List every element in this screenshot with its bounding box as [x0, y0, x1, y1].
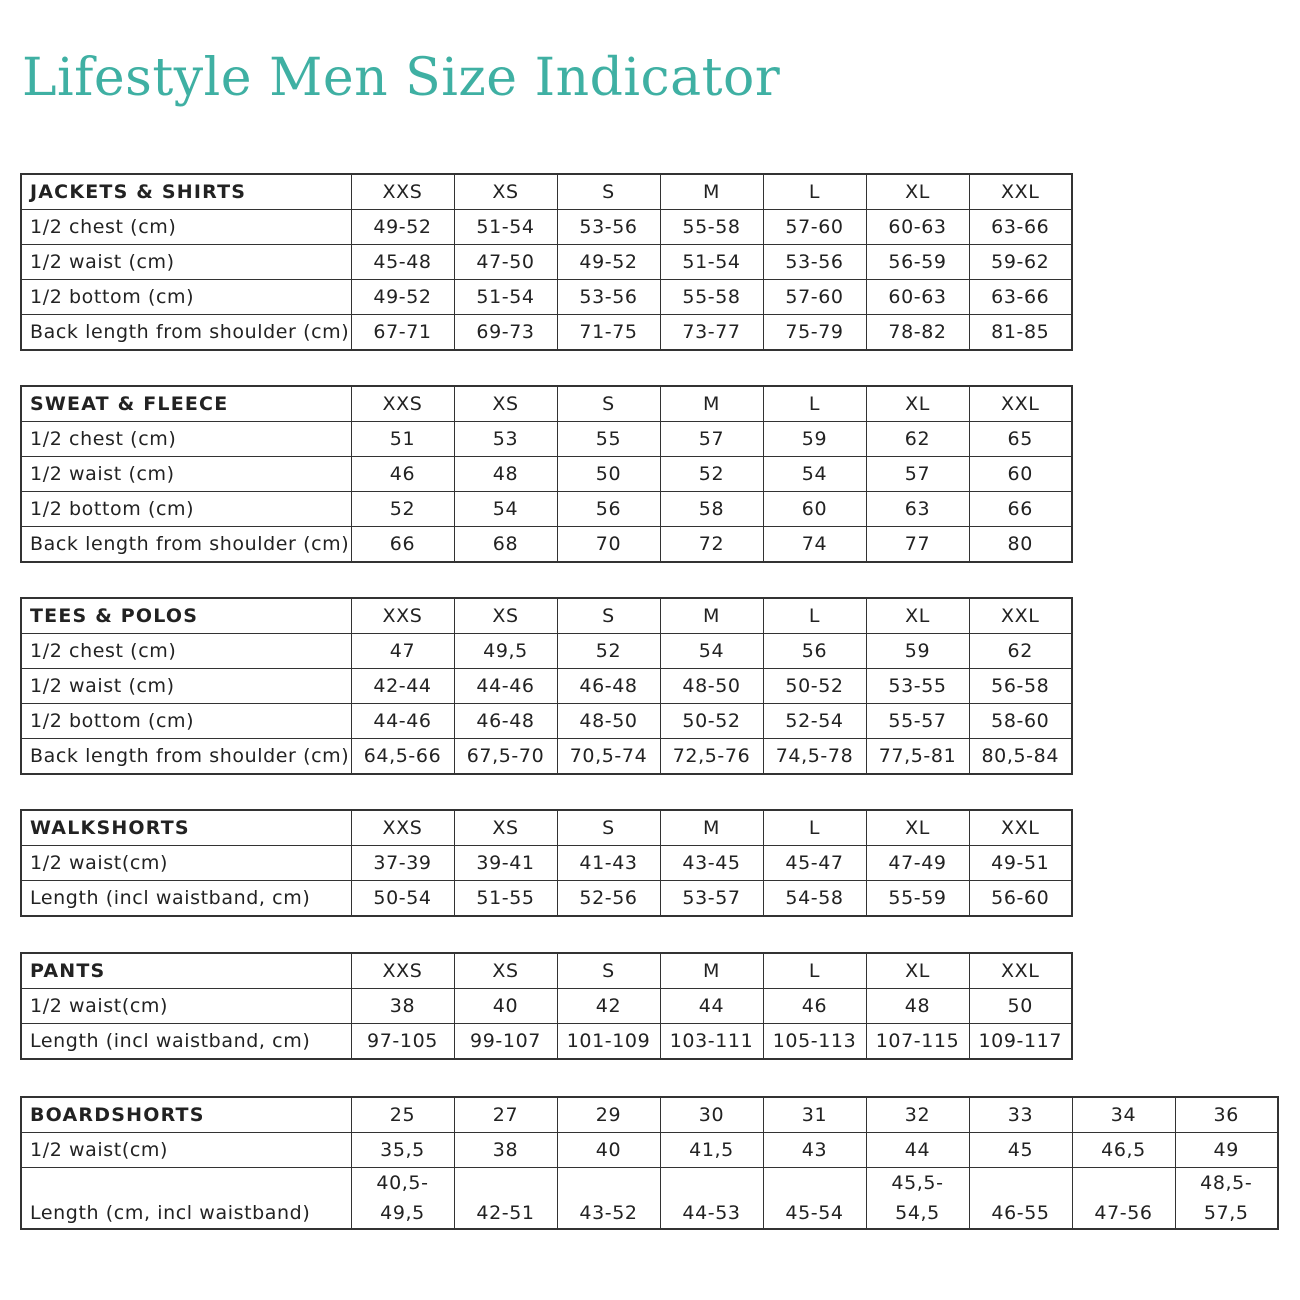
table-cell: 57 [660, 422, 763, 457]
size-header: L [763, 953, 866, 989]
size-header: S [557, 386, 660, 422]
table-cell: 37-39 [351, 846, 454, 881]
table-cell: 43-45 [660, 846, 763, 881]
table-cell: 50 [557, 457, 660, 492]
table-cell: 53 [454, 422, 557, 457]
section-heading: PANTS [21, 953, 351, 989]
table-header-row [21, 953, 1072, 989]
table-row [21, 315, 1072, 351]
table-cell: 38 [351, 989, 454, 1024]
size-header: 25 [351, 1097, 454, 1133]
table-cell: 46-55 [969, 1168, 1072, 1230]
row-label: Back length from shoulder (cm) [21, 527, 351, 563]
row-label: 1/2 bottom (cm) [21, 280, 351, 315]
pants-table [20, 952, 1073, 1060]
size-header: XS [454, 386, 557, 422]
table-cell: 49,5 [454, 634, 557, 669]
table-cell: 53-57 [660, 881, 763, 917]
table-cell: 48 [866, 989, 969, 1024]
table-cell: 53-55 [866, 669, 969, 704]
table-cell: 45-54 [763, 1168, 866, 1230]
row-label: 1/2 bottom (cm) [21, 704, 351, 739]
table-cell: 101-109 [557, 1024, 660, 1060]
size-header: S [557, 174, 660, 210]
table-cell: 46 [763, 989, 866, 1024]
table-cell: 46 [351, 457, 454, 492]
table-cell: 38 [454, 1133, 557, 1168]
table-cell: 50-54 [351, 881, 454, 917]
table-cell: 63 [866, 492, 969, 527]
table-cell: 55-57 [866, 704, 969, 739]
table-cell: 46,5 [1072, 1133, 1175, 1168]
table-cell: 55-58 [660, 210, 763, 245]
table-cell: 70 [557, 527, 660, 563]
size-header: XL [866, 810, 969, 846]
table-cell: 51-54 [454, 210, 557, 245]
section-heading: SWEAT & FLEECE [21, 386, 351, 422]
table-header-row [21, 810, 1072, 846]
table-row [21, 669, 1072, 704]
size-header: M [660, 174, 763, 210]
table-cell: 49-52 [351, 280, 454, 315]
table-cell: 41,5 [660, 1133, 763, 1168]
table-row [21, 280, 1072, 315]
size-header: 32 [866, 1097, 969, 1133]
table-cell: 44-46 [351, 704, 454, 739]
table-cell: 48-50 [557, 704, 660, 739]
table-header-row [21, 598, 1072, 634]
table-row [21, 634, 1072, 669]
table-cell [1175, 1168, 1278, 1230]
size-header: XXS [351, 598, 454, 634]
cell-line: 40,5- [376, 1172, 429, 1194]
row-label: 1/2 chest (cm) [21, 634, 351, 669]
row-label: Back length from shoulder (cm) [21, 739, 351, 775]
table-cell: 60-63 [866, 210, 969, 245]
table-cell: 42-51 [454, 1168, 557, 1230]
table-cell [351, 1168, 454, 1230]
table-cell: 40 [454, 989, 557, 1024]
table-cell: 47-50 [454, 245, 557, 280]
table-cell: 46-48 [454, 704, 557, 739]
table-cell: 70,5-74 [557, 739, 660, 775]
table-cell: 44-46 [454, 669, 557, 704]
table-cell: 40 [557, 1133, 660, 1168]
table-cell: 59 [763, 422, 866, 457]
table-cell: 77,5-81 [866, 739, 969, 775]
jackets-shirts-table [20, 173, 1073, 351]
table-cell: 59 [866, 634, 969, 669]
table-cell: 57-60 [763, 280, 866, 315]
table-cell: 43-52 [557, 1168, 660, 1230]
table-row [21, 846, 1072, 881]
table-row [21, 422, 1072, 457]
table-cell: 51-54 [454, 280, 557, 315]
size-header: S [557, 953, 660, 989]
row-label: Length (incl waistband, cm) [21, 881, 351, 917]
table-cell: 46-48 [557, 669, 660, 704]
size-header: L [763, 598, 866, 634]
table-cell: 63-66 [969, 280, 1072, 315]
table-cell: 54-58 [763, 881, 866, 917]
size-header: XXL [969, 953, 1072, 989]
table-row [21, 527, 1072, 563]
table-cell: 48-50 [660, 669, 763, 704]
size-header: XXL [969, 810, 1072, 846]
walkshorts-table [20, 809, 1073, 917]
size-header: XS [454, 810, 557, 846]
table-cell: 45-47 [763, 846, 866, 881]
table-cell: 74 [763, 527, 866, 563]
row-label: 1/2 bottom (cm) [21, 492, 351, 527]
table-cell [866, 1168, 969, 1230]
table-cell: 51-55 [454, 881, 557, 917]
table-cell: 77 [866, 527, 969, 563]
row-label: 1/2 waist(cm) [21, 846, 351, 881]
table-cell: 44-53 [660, 1168, 763, 1230]
table-cell: 49 [1175, 1133, 1278, 1168]
table-cell: 71-75 [557, 315, 660, 351]
cell-line: 54,5 [895, 1202, 940, 1224]
table-cell: 42 [557, 989, 660, 1024]
boardshorts-table [20, 1096, 1279, 1230]
table-cell: 56-60 [969, 881, 1072, 917]
table-cell: 55 [557, 422, 660, 457]
table-cell: 68 [454, 527, 557, 563]
table-cell: 50-52 [763, 669, 866, 704]
table-cell: 60 [763, 492, 866, 527]
size-header: XXS [351, 953, 454, 989]
size-header: XS [454, 174, 557, 210]
table-cell: 74,5-78 [763, 739, 866, 775]
size-header: XL [866, 174, 969, 210]
table-cell: 56-58 [969, 669, 1072, 704]
table-cell: 107-115 [866, 1024, 969, 1060]
table-cell: 109-117 [969, 1024, 1072, 1060]
table-cell: 52-54 [763, 704, 866, 739]
table-cell: 52 [557, 634, 660, 669]
table-cell: 69-73 [454, 315, 557, 351]
table-row [21, 245, 1072, 280]
row-label: 1/2 chest (cm) [21, 210, 351, 245]
table-cell: 56 [763, 634, 866, 669]
size-header: XS [454, 953, 557, 989]
table-cell: 53-56 [763, 245, 866, 280]
table-cell: 49-51 [969, 846, 1072, 881]
section-heading: WALKSHORTS [21, 810, 351, 846]
table-row [21, 739, 1072, 775]
table-cell: 60-63 [866, 280, 969, 315]
section-heading: JACKETS & SHIRTS [21, 174, 351, 210]
size-header: XXS [351, 810, 454, 846]
size-header: 33 [969, 1097, 1072, 1133]
size-header: XXL [969, 386, 1072, 422]
table-cell: 80 [969, 527, 1072, 563]
size-header: 27 [454, 1097, 557, 1133]
table-cell: 55-59 [866, 881, 969, 917]
table-cell: 52 [660, 457, 763, 492]
table-cell: 67,5-70 [454, 739, 557, 775]
size-header: M [660, 953, 763, 989]
table-row [21, 1168, 1278, 1230]
table-cell: 72 [660, 527, 763, 563]
row-label: Length (incl waistband, cm) [21, 1024, 351, 1060]
table-cell: 44 [866, 1133, 969, 1168]
table-cell: 48 [454, 457, 557, 492]
table-cell: 39-41 [454, 846, 557, 881]
table-cell: 73-77 [660, 315, 763, 351]
table-cell: 54 [660, 634, 763, 669]
row-label: Back length from shoulder (cm) [21, 315, 351, 351]
table-cell: 103-111 [660, 1024, 763, 1060]
table-cell: 62 [969, 634, 1072, 669]
table-cell: 66 [351, 527, 454, 563]
size-header: XL [866, 598, 969, 634]
cell-line: 48,5- [1200, 1172, 1253, 1194]
size-header: 34 [1072, 1097, 1175, 1133]
size-header: 36 [1175, 1097, 1278, 1133]
cell-line: 49,5 [380, 1202, 425, 1224]
table-cell: 67-71 [351, 315, 454, 351]
size-header: 30 [660, 1097, 763, 1133]
table-cell: 59-62 [969, 245, 1072, 280]
table-cell: 44 [660, 989, 763, 1024]
table-cell: 47-56 [1072, 1168, 1175, 1230]
table-cell: 72,5-76 [660, 739, 763, 775]
table-cell: 54 [454, 492, 557, 527]
table-row [21, 989, 1072, 1024]
row-label: 1/2 waist (cm) [21, 669, 351, 704]
size-header: XL [866, 953, 969, 989]
size-header: XXS [351, 174, 454, 210]
table-row [21, 1024, 1072, 1060]
size-header: L [763, 810, 866, 846]
table-cell: 55-58 [660, 280, 763, 315]
table-cell: 54 [763, 457, 866, 492]
size-header: XXL [969, 598, 1072, 634]
table-cell: 51-54 [660, 245, 763, 280]
table-cell: 53-56 [557, 280, 660, 315]
size-header: L [763, 386, 866, 422]
tees-polos-table [20, 597, 1073, 775]
table-cell: 80,5-84 [969, 739, 1072, 775]
table-row [21, 492, 1072, 527]
cell-line: 45,5- [891, 1172, 944, 1194]
row-label: 1/2 waist(cm) [21, 1133, 351, 1168]
size-header: 29 [557, 1097, 660, 1133]
table-cell: 56-59 [866, 245, 969, 280]
sweat-fleece-table [20, 385, 1073, 563]
size-header: L [763, 174, 866, 210]
section-heading: TEES & POLOS [21, 598, 351, 634]
table-cell: 52 [351, 492, 454, 527]
table-cell: 49-52 [557, 245, 660, 280]
row-label: 1/2 waist(cm) [21, 989, 351, 1024]
row-label: 1/2 chest (cm) [21, 422, 351, 457]
row-label: 1/2 waist (cm) [21, 457, 351, 492]
size-header: XXS [351, 386, 454, 422]
table-cell: 51 [351, 422, 454, 457]
table-row [21, 457, 1072, 492]
size-header: XL [866, 386, 969, 422]
table-cell: 62 [866, 422, 969, 457]
table-cell: 50-52 [660, 704, 763, 739]
table-cell: 49-52 [351, 210, 454, 245]
size-header: M [660, 810, 763, 846]
table-cell: 45 [969, 1133, 1072, 1168]
size-header: 31 [763, 1097, 866, 1133]
table-header-row [21, 1097, 1278, 1133]
table-cell: 63-66 [969, 210, 1072, 245]
table-cell: 99-107 [454, 1024, 557, 1060]
table-cell: 47 [351, 634, 454, 669]
table-cell: 41-43 [557, 846, 660, 881]
size-header: M [660, 386, 763, 422]
table-cell: 97-105 [351, 1024, 454, 1060]
table-cell: 52-56 [557, 881, 660, 917]
page-title: Lifestyle Men Size Indicator [22, 48, 781, 108]
table-cell: 66 [969, 492, 1072, 527]
size-header: M [660, 598, 763, 634]
table-cell: 35,5 [351, 1133, 454, 1168]
table-header-row [21, 386, 1072, 422]
table-cell: 53-56 [557, 210, 660, 245]
table-cell: 64,5-66 [351, 739, 454, 775]
table-header-row [21, 174, 1072, 210]
table-cell: 43 [763, 1133, 866, 1168]
table-row [21, 881, 1072, 917]
table-cell: 78-82 [866, 315, 969, 351]
size-header: S [557, 598, 660, 634]
table-cell: 45-48 [351, 245, 454, 280]
section-heading: BOARDSHORTS [21, 1097, 351, 1133]
table-cell: 57-60 [763, 210, 866, 245]
table-row [21, 704, 1072, 739]
table-cell: 47-49 [866, 846, 969, 881]
size-header: XS [454, 598, 557, 634]
table-cell: 75-79 [763, 315, 866, 351]
table-cell: 81-85 [969, 315, 1072, 351]
table-cell: 42-44 [351, 669, 454, 704]
row-label: Length (cm, incl waistband) [21, 1168, 351, 1230]
table-cell: 65 [969, 422, 1072, 457]
table-cell: 56 [557, 492, 660, 527]
table-cell: 60 [969, 457, 1072, 492]
table-row [21, 1133, 1278, 1168]
table-cell: 58-60 [969, 704, 1072, 739]
table-cell: 57 [866, 457, 969, 492]
cell-line: 57,5 [1203, 1202, 1249, 1224]
size-header: XXL [969, 174, 1072, 210]
size-header: S [557, 810, 660, 846]
table-cell: 105-113 [763, 1024, 866, 1060]
table-cell: 50 [969, 989, 1072, 1024]
row-label: 1/2 waist (cm) [21, 245, 351, 280]
table-row [21, 210, 1072, 245]
table-cell: 58 [660, 492, 763, 527]
